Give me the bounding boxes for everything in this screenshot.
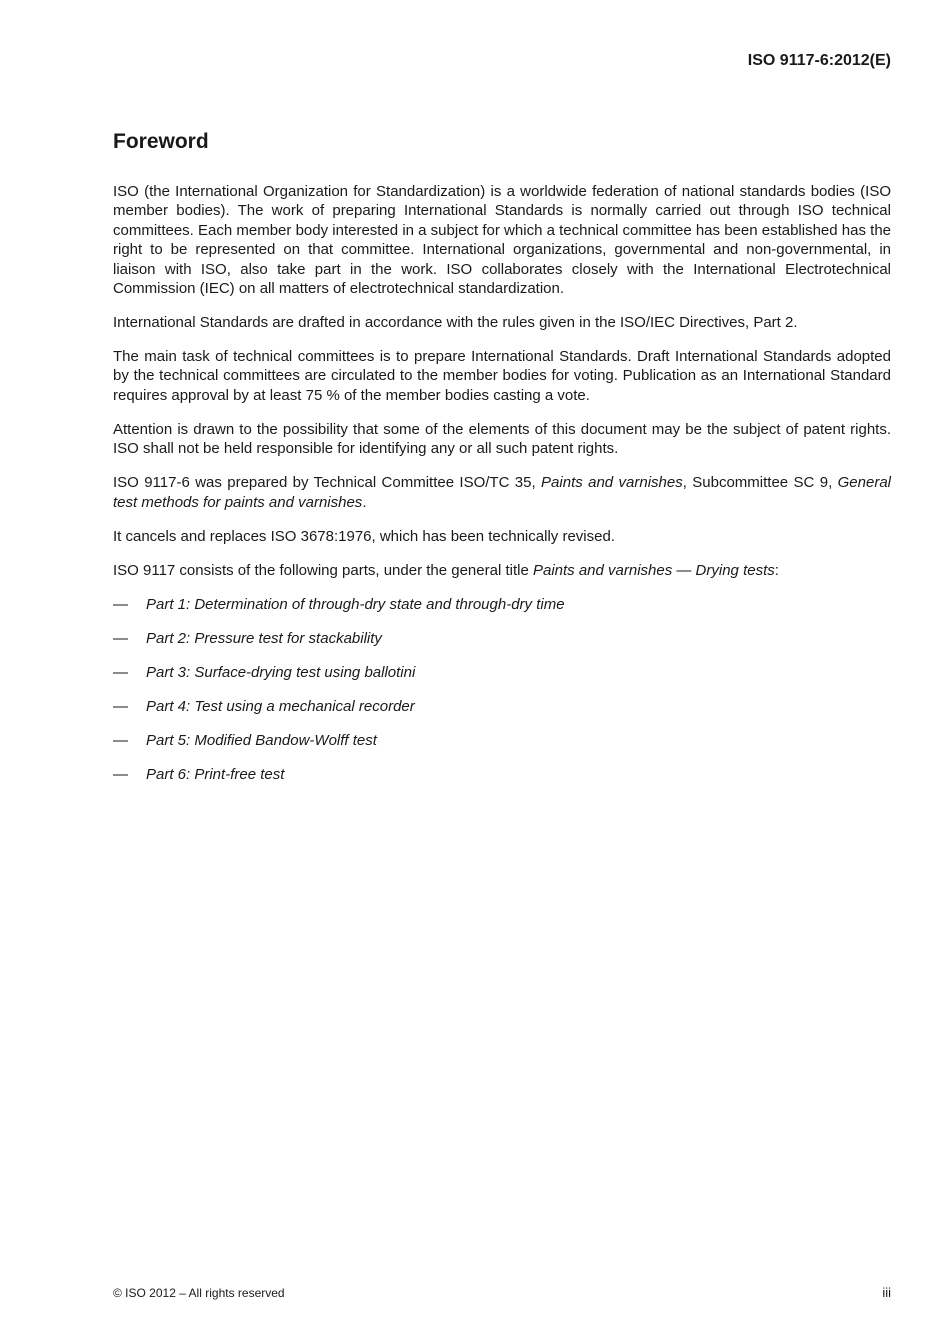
list-dash: —: [113, 765, 128, 783]
colon: :: [774, 561, 779, 579]
list-item: [113, 765, 891, 784]
part-title: Part 5: Modified Bandow-Wolff test: [146, 731, 377, 749]
part-title: Part 3: Surface-drying test using ballotini: [146, 663, 416, 681]
list-item: [113, 629, 891, 648]
list-item: [113, 697, 891, 716]
paragraph-prepared-by: [113, 473, 891, 512]
list-dash: —: [113, 663, 128, 681]
list-dash: —: [113, 731, 128, 749]
list-dash: —: [113, 595, 128, 613]
paragraph-parts-intro: [113, 561, 891, 580]
list-item: [113, 595, 891, 614]
part-title: Part 6: Print-free test: [146, 765, 285, 783]
list-item: [113, 663, 891, 682]
period: .: [362, 493, 367, 511]
list-dash: —: [113, 697, 128, 715]
foreword-body: [113, 182, 891, 799]
paragraph-directives: International Standards are drafted in accordance with the rules given in the ISO/IEC Directives, Part 2.: [113, 314, 798, 332]
paragraph-cancels: It cancels and replaces ISO 3678:1976, which has been technically revised.: [113, 527, 615, 545]
copyright-notice: © ISO 2012 – All rights reserved: [113, 1286, 285, 1300]
general-title: Paints and varnishes — Drying tests: [532, 561, 775, 579]
list-item: [113, 731, 891, 750]
committee-title: Paints and varnishes: [541, 474, 683, 492]
part-title: Part 2: Pressure test for stackability: [146, 629, 382, 647]
page-title: Foreword: [113, 130, 209, 153]
parts-intro-text: ISO 9117 consists of the following parts, under the general title: [113, 561, 533, 579]
page-number: iii: [882, 1285, 891, 1300]
subcommittee-text: , Subcommittee SC 9,: [682, 474, 838, 492]
paragraph-patent-rights: Attention is drawn to the possibility that some of the elements of this document may be the subject of patent rights. ISO shall not be held responsible for identifying any or all such patent rights.: [113, 420, 891, 458]
list-dash: —: [113, 629, 128, 647]
prepared-by-text: ISO 9117-6 was prepared by Technical Committee ISO/TC 35,: [113, 474, 542, 492]
document-identifier: ISO 9117-6:2012(E): [747, 52, 891, 69]
part-title: Part 1: Determination of through-dry state and through-dry time: [146, 595, 565, 613]
part-title: Part 4: Test using a mechanical recorder: [146, 697, 415, 715]
parts-list: [113, 595, 891, 784]
paragraph-main-task: The main task of technical committees is to prepare International Standards. Draft International Standards adopted by the technical committees are circulated to the member bodies for voting. Publication as an International Standard requires approval by at least 75 % of the member bodies casting a vote.: [113, 348, 891, 404]
paragraph-iso-description: ISO (the International Organization for Standardization) is a worldwide federation of national standards bodies (ISO member bodies). The work of preparing International Standards is normally carried out through ISO technical committees. Each member body interested in a subject for which a technical committee has been established has the right to be represented on that committee. International organizations, governmental and non-governmental, in liaison with ISO, also take part in the work. ISO collaborates closely with the International Electrotechnical Commission (IEC) on all matters of electrotechnical standardization.: [113, 183, 891, 298]
subcommittee-title: General test methods for paints and varnishes: [113, 474, 891, 511]
